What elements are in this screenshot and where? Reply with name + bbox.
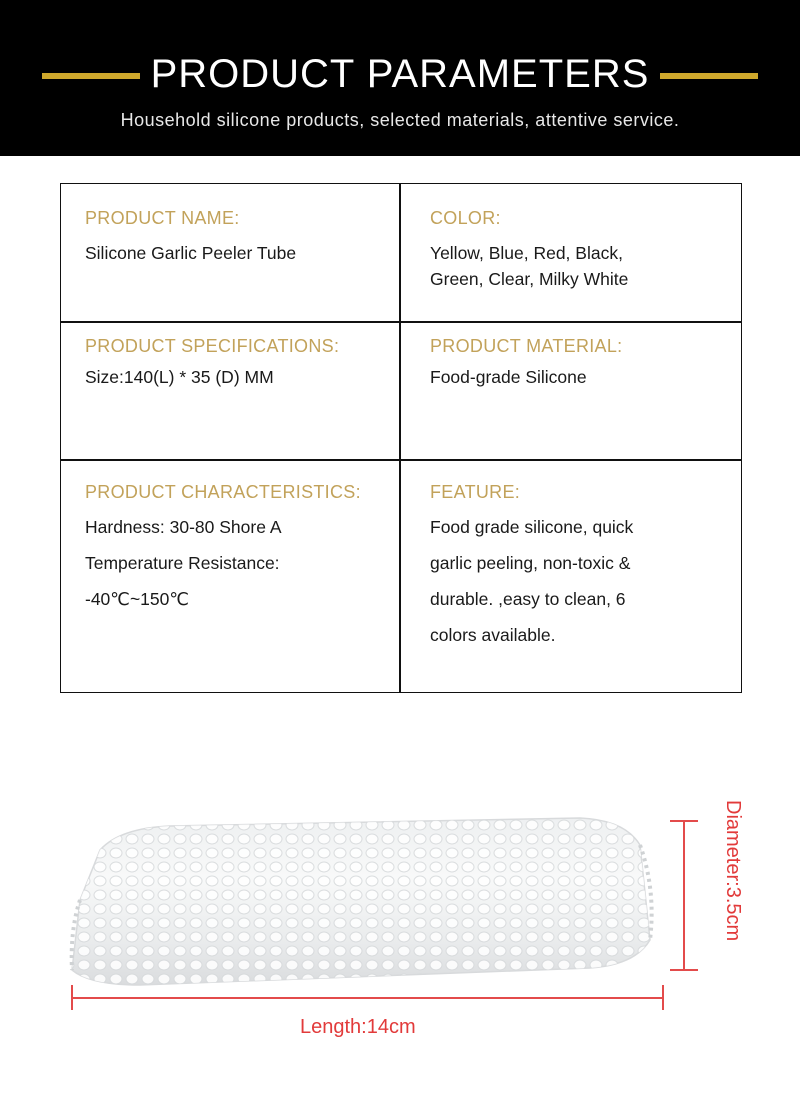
- diameter-dimension-tick-top: [670, 820, 698, 822]
- table-divider-vertical: [399, 184, 401, 692]
- feature-line: garlic peeling, non-toxic &: [430, 553, 631, 573]
- feature-line: durable. ,easy to clean, 6: [430, 589, 626, 609]
- length-dimension-line: [72, 997, 664, 999]
- product-name-value: Silicone Garlic Peeler Tube: [85, 243, 297, 263]
- characteristics-label: PRODUCT CHARACTERISTICS:: [85, 482, 361, 502]
- product-image: [60, 790, 660, 990]
- cell-color: [430, 206, 730, 292]
- cell-product-characteristics: [85, 480, 395, 617]
- page-subtitle: Household silicone products, selected materials, attentive service.: [120, 110, 680, 130]
- cell-product-material: [430, 334, 730, 390]
- characteristics-line: Temperature Resistance:: [85, 553, 280, 573]
- diameter-label: Diameter:3.5cm: [722, 800, 744, 942]
- length-dimension-tick-right: [662, 985, 664, 1010]
- material-value: Food-grade Silicone: [430, 367, 587, 387]
- material-label: PRODUCT MATERIAL:: [430, 336, 623, 356]
- color-label: COLOR:: [430, 208, 501, 228]
- length-label: Length:14cm: [300, 1016, 416, 1038]
- parameters-table: [60, 183, 742, 693]
- characteristics-line: -40℃~150℃: [85, 589, 190, 609]
- specifications-value: Size:140(L) * 35 (D) MM: [85, 367, 274, 387]
- diameter-dimension-line: [683, 820, 685, 970]
- table-divider-row-1: [61, 321, 741, 323]
- feature-line: colors available.: [430, 625, 556, 645]
- product-name-label: PRODUCT NAME:: [85, 208, 240, 228]
- specifications-label: PRODUCT SPECIFICATIONS:: [85, 336, 340, 356]
- length-dimension-tick-left: [71, 985, 73, 1010]
- color-value-line: Yellow, Blue, Red, Black,: [430, 243, 623, 263]
- cell-feature: [430, 480, 730, 653]
- diameter-dimension-tick-bottom: [670, 969, 698, 971]
- characteristics-line: Hardness: 30-80 Shore A: [85, 517, 282, 537]
- table-divider-row-2: [61, 459, 741, 461]
- color-value-line: Green, Clear, Milky White: [430, 269, 629, 289]
- cell-product-specifications: [85, 334, 395, 390]
- header-banner: [0, 0, 800, 156]
- cell-product-name: [85, 206, 385, 266]
- feature-label: FEATURE:: [430, 482, 521, 502]
- feature-line: Food grade silicone, quick: [430, 517, 634, 537]
- page-title: PRODUCT PARAMETERS: [150, 52, 650, 96]
- header-rule-right: [660, 73, 758, 79]
